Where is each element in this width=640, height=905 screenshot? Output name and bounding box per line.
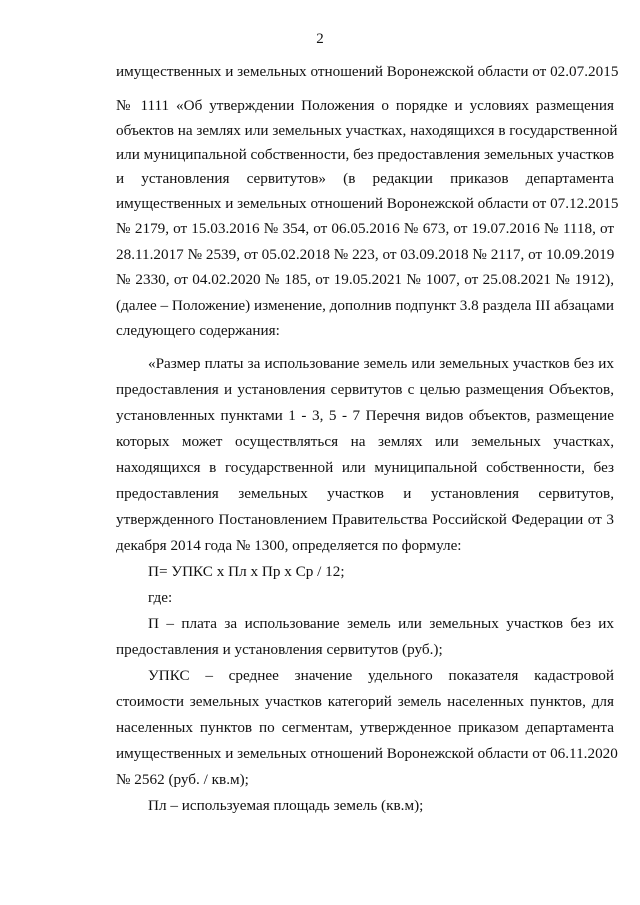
text-line: № 1111 «Об утверждении Положения о порядке и условиях размещения [116,97,614,114]
text-line: Пл – используемая площадь земель (кв.м); [148,797,424,814]
text-line: установленных пунктами 1 - 3, 5 - 7 Перечня видов объектов, размещение [116,407,614,424]
text-line: имущественных и земельных отношений Воронежской области от 06.11.2020 [116,745,618,762]
text-line: предоставления земельных участков и установления сервитутов, [116,485,614,502]
text-line: П – плата за использование земель или земельных участков без их [148,615,614,632]
text-line: имущественных и земельных отношений Воронежской области от 02.07.2015 [116,63,619,80]
text-line: (далее – Положение) изменение, дополнив подпункт 3.8 раздела III абзацами [116,297,614,314]
text-line: № 2562 (руб. / кв.м); [116,771,249,788]
text-line: населенных пунктов по сегментам, утвержденное приказом департамента [116,719,614,736]
text-line: предоставления и установления сервитутов с целью размещения Объектов, [116,381,614,398]
text-line: декабря 2014 года № 1300, определяется по формуле: [116,537,462,554]
text-line: объектов на землях или земельных участках, находящихся в государственной [116,122,618,139]
page-number: 2 [316,31,324,47]
text-line: находящихся в государственной или муниципальной собственности, без [116,459,614,476]
text-line: или муниципальной собственности, без предоставления земельных участков [116,146,614,163]
text-line: следующего содержания: [116,322,280,339]
text-line: предоставления и установления сервитутов (руб.); [116,641,443,658]
text-line: УПКС – среднее значение удельного показателя кадастровой [148,667,614,684]
text-line: № 2330, от 04.02.2020 № 185, от 19.05.2021 № 1007, от 25.08.2021 № 1912), [116,271,614,288]
text-line: 28.11.2017 № 2539, от 05.02.2018 № 223, от 03.09.2018 № 2117, от 10.09.2019 [116,246,615,263]
text-line: имущественных и земельных отношений Воронежской области от 07.12.2015 [116,195,619,212]
formula-line: П= УПКС х Пл х Пр х Ср / 12; [148,563,345,580]
text-line: «Размер платы за использование земель или земельных участков без их [148,355,614,372]
text-line: где: [148,589,173,606]
text-line: стоимости земельных участков категорий земель населенных пунктов, для [116,693,614,710]
text-line: № 2179, от 15.03.2016 № 354, от 06.05.2016 № 673, от 19.07.2016 № 1118, от [116,220,614,237]
text-line: утвержденного Постановлением Правительства Российской Федерации от 3 [116,511,614,528]
text-line: и установления сервитутов» (в редакции приказов департамента [116,170,614,187]
text-line: которых может осуществляться на землях или земельных участках, [116,433,614,450]
